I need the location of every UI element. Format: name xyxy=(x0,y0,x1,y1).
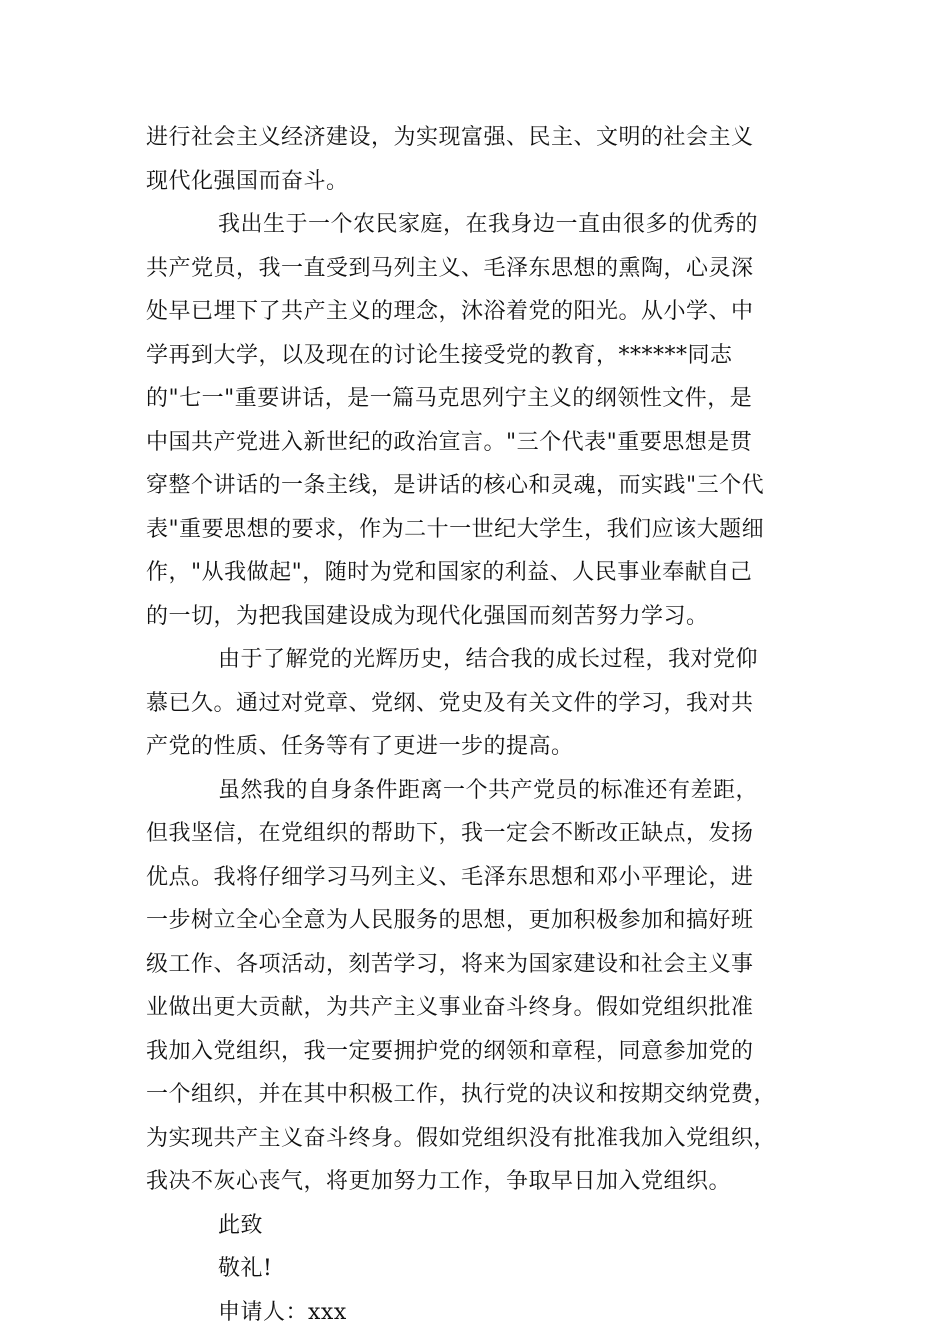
letter-body xyxy=(146,116,806,1334)
text-line: 作，"从我做起"，随时为党和国家的利益、人民事业奉献自己 xyxy=(146,560,753,585)
text-line: 我决不灰心丧气，将更加努力工作，争取早日加入党组织。 xyxy=(146,1169,732,1194)
text-line: 一步树立全心全意为人民服务的思想，更加积极参加和搞好班 xyxy=(146,908,754,933)
text-line: 优点。我将仔细学习马列主义、毛泽东思想和邓小平理论，进 xyxy=(146,864,754,890)
text-line: 表"重要思想的要求，作为二十一世纪大学生，我们应该大题细 xyxy=(146,516,765,542)
text-line: 的"七一"重要讲话，是一篇马克思列宁主义的纲领性文件，是 xyxy=(146,386,753,411)
closing-salutation: 此致 xyxy=(218,1212,264,1238)
paragraph-start-line: 由于了解党的光辉历史，结合我的成长过程，我对党仰 xyxy=(218,647,759,672)
text-line: 中国共产党进入新世纪的政治宣言。"三个代表"重要思想是贯 xyxy=(146,429,753,455)
applicant-signature: 申请人：xxx xyxy=(218,1299,347,1325)
text-line: 为实现共产主义奋斗终身。假如党组织没有批准我加入党组织， xyxy=(146,1125,777,1151)
text-line: 级工作、各项活动，刻苦学习，将来为国家建设和社会主义事 xyxy=(146,951,754,977)
paragraph-start-line: 虽然我的自身条件距离一个共产党员的标准还有差距， xyxy=(218,777,759,803)
text-line: 处早已埋下了共产主义的理念，沐浴着党的阳光。从小学、中 xyxy=(146,299,754,324)
text-line: 我加入党组织，我一定要拥护党的纲领和章程，同意参加党的 xyxy=(146,1038,754,1064)
text-line: 的一切，为把我国建设成为现代化强国而刻苦努力学习。 xyxy=(146,603,709,629)
text-line: 穿整个讲话的一条主线，是讲话的核心和灵魂，而实践"三个代 xyxy=(146,473,765,498)
text-line: 进行社会主义经济建设，为实现富强、民主、文明的社会主义 xyxy=(146,125,754,150)
text-line: 共产党员，我一直受到马列主义、毛泽东思想的熏陶，心灵深 xyxy=(146,255,754,281)
text-line: 一个组织，并在其中积极工作，执行党的决议和按期交纳党费， xyxy=(146,1082,777,1107)
text-line: 现代化强国而奋斗。 xyxy=(146,168,349,194)
paragraph-start-line: 我出生于一个农民家庭，在我身边一直由很多的优秀的 xyxy=(218,212,759,237)
text-line: 业做出更大贡献，为共产主义事业奋斗终身。假如党组织批准 xyxy=(146,995,754,1020)
closing-regards: 敬礼! xyxy=(218,1256,273,1281)
text-line: 慕已久。通过对党章、党纲、党史及有关文件的学习，我对共 xyxy=(146,690,754,716)
text-line: 但我坚信，在党组织的帮助下，我一定会不断改正缺点，发扬 xyxy=(146,821,754,846)
text-line: 产党的性质、任务等有了更进一步的提高。 xyxy=(146,734,574,759)
text-line: 学再到大学，以及现在的讨论生接受党的教育，******同志 xyxy=(146,342,733,368)
